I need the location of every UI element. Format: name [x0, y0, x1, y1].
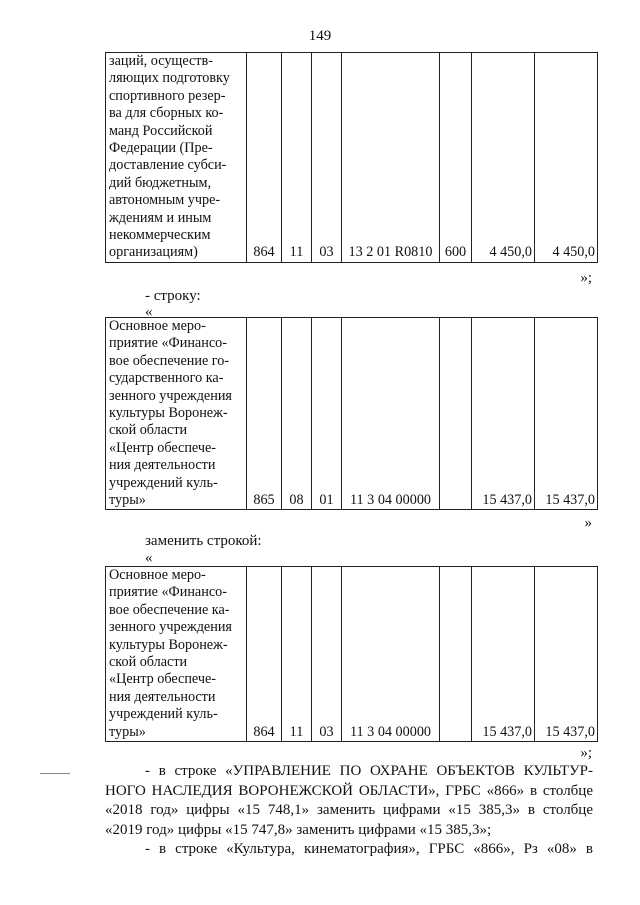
- name-line: «Центр обеспече-: [109, 439, 217, 456]
- name-line: доставление субси-: [109, 157, 227, 174]
- pr-cell: 03: [312, 567, 342, 742]
- paragraph-line: - в строке «Культура, кинематография», ГРБС «866», Рз «08» в: [145, 841, 593, 857]
- csr-cell: 13 2 01 R0810: [342, 53, 440, 263]
- rz-cell: 11: [282, 53, 312, 263]
- name-line: вое обеспечение го-: [109, 352, 230, 369]
- sum-2018-cell: 4 450,0: [472, 53, 535, 263]
- name-line: приятие «Финансо-: [109, 335, 227, 352]
- pr-cell: 03: [312, 53, 342, 263]
- budget-table-old-row: [105, 317, 598, 510]
- name-line: ляющих подготовку: [109, 70, 230, 87]
- name-line: дий бюджетным,: [109, 174, 212, 191]
- name-line: ния деятельности: [109, 457, 216, 474]
- margin-mark: [40, 773, 70, 774]
- name-line: Основное меро-: [109, 318, 206, 334]
- name-line: Основное меро-: [109, 567, 206, 583]
- name-line: учреждений куль-: [109, 706, 218, 723]
- budget-table-continued: [105, 52, 598, 263]
- name-line: манд Российской: [109, 122, 213, 139]
- closing-quote: »;: [580, 270, 592, 286]
- name-line: некоммерческим: [109, 227, 211, 244]
- rz-cell: 08: [282, 318, 312, 510]
- row-name-cell: [106, 318, 247, 510]
- page-number: 149: [308, 28, 332, 44]
- row-name-cell: [106, 53, 247, 263]
- grbs-cell: 864: [247, 567, 282, 742]
- table-row: [106, 318, 598, 510]
- instruction-line: заменить строкой:: [145, 533, 262, 549]
- name-line: заций, осуществ-: [109, 53, 213, 69]
- name-line: ской области: [109, 654, 188, 671]
- name-line: культуры Воронеж-: [109, 636, 228, 653]
- name-line: учреждений куль-: [109, 474, 218, 491]
- paragraph-line: НОГО НАСЛЕДИЯ ВОРОНЕЖСКОЙ ОБЛАСТИ», ГРБС «866» в столбце: [105, 782, 593, 799]
- opening-quote: «: [145, 550, 153, 566]
- amendment-paragraph: [105, 762, 593, 860]
- table-row: [106, 53, 598, 263]
- name-line: Федерации (Пре-: [109, 140, 213, 157]
- paragraph-line: - в строке «УПРАВЛЕНИЕ ПО ОХРАНЕ ОБЪЕКТОВ КУЛЬТУР-: [145, 763, 593, 779]
- name-line: зенного учреждения: [109, 619, 232, 636]
- sum-2018-cell: 15 437,0: [472, 567, 535, 742]
- name-line: туры»: [109, 723, 146, 740]
- sum-2019-cell: 4 450,0: [535, 53, 598, 263]
- name-line: сударственного ка-: [109, 370, 224, 387]
- opening-quote: «: [145, 304, 153, 320]
- name-line: спортивного резер-: [109, 87, 226, 104]
- pr-cell: 01: [312, 318, 342, 510]
- name-line: ния деятельности: [109, 688, 216, 705]
- vr-cell: [440, 567, 472, 742]
- closing-quote: »: [584, 515, 592, 531]
- name-line: ской области: [109, 422, 188, 439]
- name-line: вое обеспечение ка-: [109, 601, 230, 618]
- name-line: ждениям и иным: [109, 209, 212, 226]
- paragraph-line: «2019 год» цифры «15 747,8» заменить цифрами «15 385,3»;: [105, 821, 492, 838]
- name-line: «Центр обеспече-: [109, 671, 217, 688]
- name-line: автономным учре-: [109, 192, 221, 209]
- rz-cell: 11: [282, 567, 312, 742]
- name-line: зенного учреждения: [109, 387, 232, 404]
- sum-2019-cell: 15 437,0: [535, 567, 598, 742]
- sum-2019-cell: 15 437,0: [535, 318, 598, 510]
- closing-quote: »;: [580, 745, 592, 761]
- row-name-cell: [106, 567, 247, 742]
- paragraph-line: «2018 год» цифры «15 748,1» заменить цифрами «15 385,3» в столбце: [105, 802, 593, 818]
- grbs-cell: 865: [247, 318, 282, 510]
- name-line: культуры Воронеж-: [109, 405, 228, 422]
- grbs-cell: 864: [247, 53, 282, 263]
- csr-cell: 11 3 04 00000: [342, 318, 440, 510]
- sum-2018-cell: 15 437,0: [472, 318, 535, 510]
- csr-cell: 11 3 04 00000: [342, 567, 440, 742]
- instruction-line: - строку:: [145, 288, 201, 304]
- vr-cell: [440, 318, 472, 510]
- vr-cell: 600: [440, 53, 472, 263]
- table-row: [106, 567, 598, 742]
- name-line: туры»: [109, 492, 146, 509]
- name-line: организациям): [109, 244, 198, 261]
- budget-table-new-row: [105, 566, 598, 742]
- name-line: ва для сборных ко-: [109, 105, 224, 122]
- name-line: приятие «Финансо-: [109, 584, 227, 601]
